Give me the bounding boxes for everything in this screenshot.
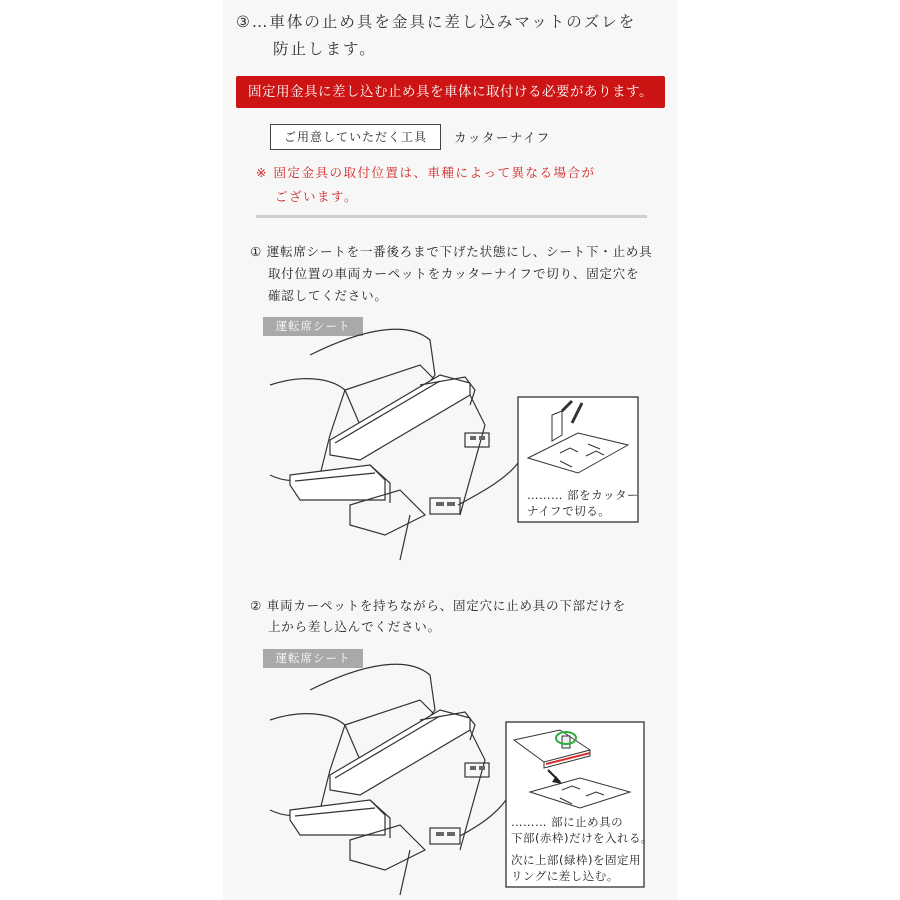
step1-illustration (260, 315, 650, 565)
step1-line-2: 取付位置の車両カーペットをカッターナイフで切り、固定穴を (268, 266, 640, 281)
step1-line-1: ① 運転席シートを一番後ろまで下げた状態にし、シート下・止め具 (250, 244, 653, 259)
step1-caption-line-1: ……… 部をカッター (527, 488, 640, 502)
section-divider (256, 215, 647, 218)
warning-banner: 固定用金具に差し込む止め具を車体に取付ける必要があります。 (236, 76, 665, 108)
step2-line-1: ② 車両カーペットを持ちながら、固定穴に止め具の下部だけを (250, 598, 626, 613)
step2-caption-line-4: リングに差し込む。 (511, 869, 619, 883)
step2-line-2: 上から差し込んでください。 (268, 619, 441, 634)
step2-caption-line-2: 下部(赤枠)だけを入れる。 (511, 831, 653, 845)
step1-seat-tag: 運転席シート (263, 317, 363, 336)
step2-seat-tag: 運転席シート (263, 649, 363, 668)
step1-line-3: 確認してください。 (268, 288, 388, 303)
tools-value: カッターナイフ (454, 130, 551, 145)
step1-caption-line-2: ナイフで切る。 (527, 504, 611, 518)
tools-label-box: ご用意していただく工具 (270, 124, 441, 150)
note-line-2: ございます。 (275, 189, 359, 204)
step2-caption-line-3: 次に上部(緑枠)を固定用 (511, 853, 641, 867)
heading-line-2: 防止します。 (273, 40, 377, 58)
heading-line-1: ③…車体の止め具を金具に差し込みマットのズレを (236, 13, 637, 31)
step2-caption-line-1: ……… 部に止め具の (511, 815, 624, 829)
note-line-1: ※ 固定金具の取付位置は、車種によって異なる場合が (256, 165, 596, 180)
